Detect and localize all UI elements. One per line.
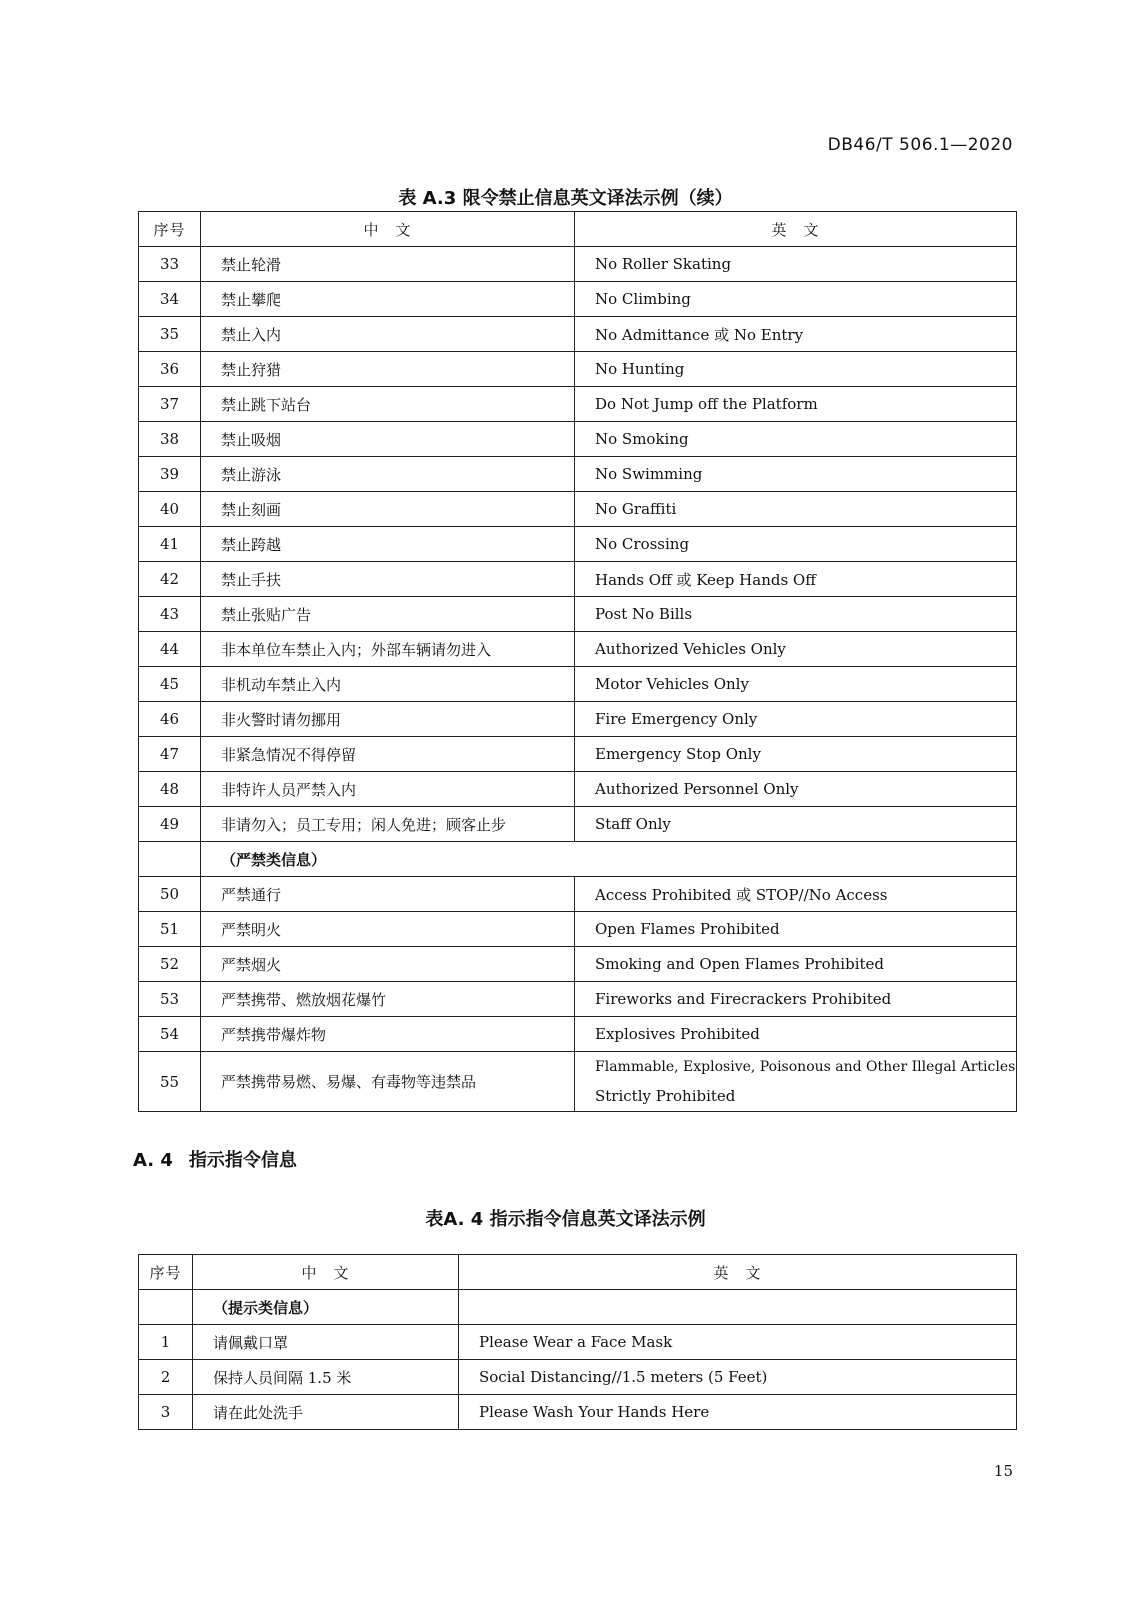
table-row-en: No Graffiti (575, 492, 1017, 527)
table-row-num: 55 (139, 1052, 201, 1112)
table-row-zh: 禁止跳下站台 (201, 387, 575, 422)
table-row-num: 47 (139, 737, 201, 772)
table-row (139, 702, 1017, 737)
table-subhead-row (139, 842, 1017, 877)
table-row (139, 877, 1017, 912)
table-row-zh: 禁止刻画 (201, 492, 575, 527)
table-row-zh: 禁止吸烟 (201, 422, 575, 457)
table-row-num: 45 (139, 667, 201, 702)
table-a3 (138, 211, 1017, 1112)
section-number: A. 4 (133, 1150, 173, 1171)
table-row-zh: 禁止入内 (201, 317, 575, 352)
table-row-num: 46 (139, 702, 201, 737)
table-row-num: 48 (139, 772, 201, 807)
table-row (139, 492, 1017, 527)
subhead-label: （严禁类信息） (201, 842, 1017, 877)
table-row-zh: 保持人员间隔 1.5 米 (193, 1360, 459, 1395)
table-row-en-line: Flammable, Explosive, Poisonous and Other Illegal Articles (595, 1058, 1016, 1075)
table-row (139, 1325, 1017, 1360)
table-a3-title: 表 A.3 限令禁止信息英文译法示例（续） (398, 188, 733, 209)
table-row-num (139, 842, 201, 877)
table-row (139, 1360, 1017, 1395)
table-row-en: Authorized Personnel Only (575, 772, 1017, 807)
table-row-en: No Roller Skating (575, 247, 1017, 282)
subhead-label: （提示类信息） (193, 1290, 459, 1325)
table-a4-title: 表A. 4 指示指令信息英文译法示例 (425, 1209, 706, 1230)
table-row-zh: 严禁明火 (201, 912, 575, 947)
table-row-en-line: Strictly Prohibited (595, 1086, 736, 1105)
table-row (139, 772, 1017, 807)
table-row-en: Access Prohibited 或 STOP//No Access (575, 877, 1017, 912)
table-row (139, 247, 1017, 282)
table-row-en: Explosives Prohibited (575, 1017, 1017, 1052)
table-row (139, 1017, 1017, 1052)
table-row (139, 632, 1017, 667)
table-row-en: Post No Bills (575, 597, 1017, 632)
table-row (139, 282, 1017, 317)
table-row-num: 49 (139, 807, 201, 842)
page-number: 15 (993, 1462, 1013, 1480)
table-row-zh: 禁止张贴广告 (201, 597, 575, 632)
table-row-en: Fire Emergency Only (575, 702, 1017, 737)
table-row-num: 54 (139, 1017, 201, 1052)
table-row (139, 667, 1017, 702)
table-row-zh: 非本单位车禁止入内；外部车辆请勿进入 (201, 632, 575, 667)
table-row (139, 737, 1017, 772)
table-row-en: Authorized Vehicles Only (575, 632, 1017, 667)
table-row-num: 42 (139, 562, 201, 597)
table-a3-body-part1 (139, 247, 1017, 842)
table-row-zh: 严禁通行 (201, 877, 575, 912)
table-row-zh: 严禁烟火 (201, 947, 575, 982)
section-title: 指示指令信息 (188, 1150, 297, 1171)
column-header-num: 序号 (139, 1255, 193, 1290)
table-row (139, 912, 1017, 947)
table-row-en: Do Not Jump off the Platform (575, 387, 1017, 422)
column-header-num: 序号 (139, 212, 201, 247)
table-row (139, 1052, 1017, 1112)
table-row-zh: 请佩戴口罩 (193, 1325, 459, 1360)
table-row-en: Please Wear a Face Mask (459, 1325, 1017, 1360)
table-row-en: Smoking and Open Flames Prohibited (575, 947, 1017, 982)
table-row-en: No Smoking (575, 422, 1017, 457)
table-row-zh: 非特许人员严禁入内 (201, 772, 575, 807)
table-row-en: No Crossing (575, 527, 1017, 562)
table-row-en: Fireworks and Firecrackers Prohibited (575, 982, 1017, 1017)
table-row-zh: 非请勿入；员工专用；闲人免进；顾客止步 (201, 807, 575, 842)
table-row (139, 457, 1017, 492)
table-row-zh: 非机动车禁止入内 (201, 667, 575, 702)
table-row-num: 38 (139, 422, 201, 457)
table-row-num: 36 (139, 352, 201, 387)
table-row-en (459, 1290, 1017, 1325)
table-row-en: Hands Off 或 Keep Hands Off (575, 562, 1017, 597)
table-row-en: No Climbing (575, 282, 1017, 317)
table-row-num: 37 (139, 387, 201, 422)
table-row-zh: 禁止攀爬 (201, 282, 575, 317)
table-row-num: 53 (139, 982, 201, 1017)
table-row-zh: 禁止轮滑 (201, 247, 575, 282)
table-row-num: 2 (139, 1360, 193, 1395)
column-header-en: 英 文 (575, 212, 1017, 247)
table-row-zh: 禁止跨越 (201, 527, 575, 562)
table-row-num: 52 (139, 947, 201, 982)
table-header-row (139, 1255, 1017, 1290)
table-row-en: Social Distancing//1.5 meters (5 Feet) (459, 1360, 1017, 1395)
table-a3-body-part2 (139, 877, 1017, 1052)
table-row-num: 44 (139, 632, 201, 667)
table-row-zh: 禁止游泳 (201, 457, 575, 492)
table-row-en: No Admittance 或 No Entry (575, 317, 1017, 352)
section-heading (133, 1146, 297, 1172)
table-row-zh: 严禁携带易燃、易爆、有毒物等违禁品 (201, 1052, 575, 1112)
table-row-num: 34 (139, 282, 201, 317)
table-row-en: Open Flames Prohibited (575, 912, 1017, 947)
table-row-num: 51 (139, 912, 201, 947)
table-row (139, 317, 1017, 352)
table-row (139, 982, 1017, 1017)
table-row-zh: 请在此处洗手 (193, 1395, 459, 1430)
table-a4 (138, 1254, 1017, 1430)
table-row-zh: 非火警时请勿挪用 (201, 702, 575, 737)
table-row-zh: 严禁携带爆炸物 (201, 1017, 575, 1052)
table-row (139, 1395, 1017, 1430)
table-row-en: Please Wash Your Hands Here (459, 1395, 1017, 1430)
table-row-zh: 禁止狩猎 (201, 352, 575, 387)
table-row (139, 562, 1017, 597)
table-row-en: No Hunting (575, 352, 1017, 387)
column-header-zh: 中 文 (201, 212, 575, 247)
column-header-zh: 中 文 (193, 1255, 459, 1290)
table-row (139, 422, 1017, 457)
table-row-num: 33 (139, 247, 201, 282)
table-a4-subhead-body (139, 1290, 1017, 1325)
table-subhead-row (139, 1290, 1017, 1325)
table-row-zh: 禁止手扶 (201, 562, 575, 597)
table-row-num: 3 (139, 1395, 193, 1430)
table-a3-subhead-body (139, 842, 1017, 877)
table-row (139, 352, 1017, 387)
table-row-en (575, 1052, 1017, 1112)
table-row-en: No Swimming (575, 457, 1017, 492)
table-row (139, 387, 1017, 422)
table-row-num: 50 (139, 877, 201, 912)
table-header-row (139, 212, 1017, 247)
table-row-zh: 严禁携带、燃放烟花爆竹 (201, 982, 575, 1017)
table-row-en: Emergency Stop Only (575, 737, 1017, 772)
table-row (139, 947, 1017, 982)
table-a4-body (139, 1325, 1017, 1430)
column-header-en: 英 文 (459, 1255, 1017, 1290)
table-row-num (139, 1290, 193, 1325)
table-row-num: 1 (139, 1325, 193, 1360)
table-row-num: 41 (139, 527, 201, 562)
table-row-num: 35 (139, 317, 201, 352)
table-row-en: Motor Vehicles Only (575, 667, 1017, 702)
table-row-num: 43 (139, 597, 201, 632)
document-code: DB46/T 506.1—2020 (827, 135, 1013, 155)
table-row-num: 40 (139, 492, 201, 527)
table-row-en: Staff Only (575, 807, 1017, 842)
table-row-zh: 非紧急情况不得停留 (201, 737, 575, 772)
table-row (139, 527, 1017, 562)
table-row (139, 597, 1017, 632)
table-row-num: 39 (139, 457, 201, 492)
table-a3-last-body (139, 1052, 1017, 1112)
table-row (139, 807, 1017, 842)
